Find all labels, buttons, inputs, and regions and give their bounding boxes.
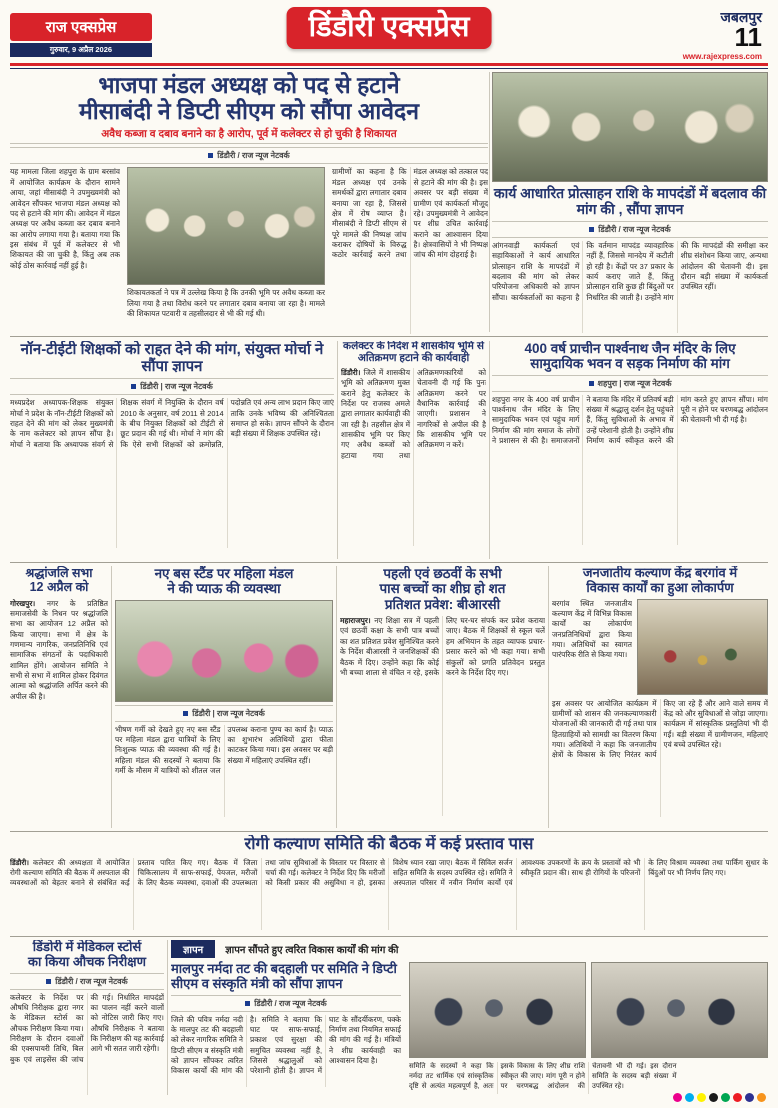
malpur-headline: मालपुर नर्मदा तट की बदहाली पर समिति ने डिप्टी सीएम व संस्कृति मंत्री को सौंपा ज्ञापन	[171, 961, 397, 991]
color-dot	[757, 1093, 766, 1102]
admission-headline	[340, 566, 545, 612]
incentive-photo	[492, 72, 768, 182]
color-dot	[721, 1093, 730, 1102]
color-dot	[709, 1093, 718, 1102]
column-divider	[489, 72, 490, 332]
incentive-body: आंगनवाड़ी कार्यकर्ता एवं सहायिकाओं ने कार्य आधारित प्रोत्साहन राशि के मापदंडों में बदलाव की मांग को लेकर परियोजना अधिकारी को ज्ञापन सौंपा। कार्यकर्ताओं का कहना है कि वर्तमान मापदंड व्यावहारिक नहीं हैं, जिससे मानदेय में कटौती हो रही है। केंद्रों पर 37 प्रकार के कार्य कराए जाते हैं, किंतु प्रोत्साहन राशि कुछ ही बिंदुओं पर निर्धारित की जाती है। उन्होंने मांग की कि मापदंडों की समीक्षा कर शीघ्र संशोधन किया जाए, अन्यथा आंदोलन की चेतावनी दी। इस दौरान बड़ी संख्या में कार्यकर्ता उपस्थित रहीं।	[492, 240, 768, 302]
column-divider	[111, 566, 112, 828]
tribute-body	[10, 599, 108, 811]
column-divider	[336, 566, 337, 828]
tribal-photo-row	[552, 599, 768, 695]
encroach-body-text: जिले में शासकीय भूमि को अतिक्रमण मुक्त कराने हेतु कलेक्टर के निर्देश पर राजस्व अमले द्वारा लगातार कार्यवाही की जा रही है। तहसील क्षेत्र में शासकीय भूमि पर किए गए अवैध कब्जों को हटाया गया तथा अतिक्रमणकारियों को चेतावनी दी गई कि पुनः अतिक्रमण करने पर वैधानिक कार्रवाई की जाएगी। प्रशासन ने नागरिकों से अपील की है कि शासकीय भूमि पर अतिक्रमण न करें।	[341, 367, 486, 460]
byline-text: डिंडौरी | राज न्यूज नेटवर्क	[140, 382, 213, 392]
malpur-body-below: समिति के सदस्यों ने कहा कि नर्मदा तट धार्मिक एवं सांस्कृतिक दृष्टि से अत्यंत महत्वपूर्ण है, अतः इसके विकास के लिए शीघ्र राशि स्वीकृत की जाए। मांग पूरी न होने पर चरणबद्ध आंदोलन की चेतावनी भी दी गई। इस दौरान समिति के सदस्य बड़ी संख्या में उपस्थित रहे।	[409, 1063, 677, 1090]
column-divider	[489, 341, 490, 559]
malpur-body: जिले की पवित्र नर्मदा नदी के मालपुर तट की बदहाली को लेकर नागरिक समिति ने डिप्टी सीएम व संस्कृति मंत्री को ज्ञापन सौंपकर त्वरित विकास कार्यों की मांग की है। समिति ने बताया कि घाट पर साफ-सफाई, प्रकाश एवं सुरक्षा की समुचित व्यवस्था नहीं है, जिससे श्रद्धालुओं को परेशानी होती है। ज्ञापन में घाट के सौंदर्यीकरण, पक्के निर्माण तथा नियमित सफाई की मांग की गई है। मंत्रियों ने शीघ्र कार्यवाही का आश्वासन दिया है।	[171, 1014, 401, 1076]
jain-byline	[492, 375, 768, 392]
column-divider	[337, 341, 338, 559]
column-divider	[167, 940, 168, 1095]
memo-label: ज्ञापन	[171, 940, 215, 958]
date-bar: गुरुवार, 9 अप्रैल 2026	[10, 43, 152, 57]
byline-square-icon	[183, 711, 188, 716]
edition-city: जबलपुर	[720, 9, 762, 25]
encroach-headline: कलेक्टर के निर्देश में शासकीय भूमि से अतिक्रमण हटाने की कार्यवाही	[343, 341, 484, 364]
brand-name: राज एक्सप्रेस	[45, 19, 117, 36]
dateline: डिंडौरी।	[341, 367, 361, 377]
lead-headline	[10, 72, 488, 124]
lead-body-col1: यह मामला जिला शहपुरा के ग्राम बरसांव में आयोजित कार्यक्रम के दौरान सामने आया, जहां मीसाबंदी ने उपमुख्यमंत्री को आवेदन सौंपकर भाजपा मंडल अध्यक्ष को पद से हटाने की मांग की। आवेदन में मंडल अध्यक्ष पर अवैध कब्जा कर दबाव बनाने का आरोप लगाया गया है। बताया गया कि इस संबंध में पूर्व में कलेक्टर से भी शिकायत की जा चुकी है, किंतु अब तक कोई ठोस कार्रवाई नहीं हुई है।	[10, 167, 120, 270]
malpur-photo-left	[409, 962, 586, 1058]
medical-headline-line2: का किया औचक निरीक्षण	[28, 953, 146, 969]
masthead-rule-red	[10, 63, 768, 66]
section-rule	[10, 831, 768, 832]
lead-byline	[10, 147, 488, 164]
malpur-kicker: ज्ञापन सौंपते हुए त्वरित विकास कार्यों की मांग की	[225, 945, 399, 956]
lead-subhead: अवैध कब्जा व दबाव बनाने का है आरोप, पूर्व में कलेक्टर से हो चुकी है शिकायत	[10, 124, 488, 144]
color-dot	[733, 1093, 742, 1102]
byline-text: डिंडौरी / राज न्यूज नेटवर्क	[598, 224, 671, 234]
rogi-kalyan-story	[10, 835, 768, 933]
dateline: गोरखपुर।	[10, 598, 36, 608]
color-registration-bar	[673, 1093, 766, 1102]
pyau-byline	[115, 705, 333, 722]
column-divider	[548, 566, 549, 828]
website-url: www.rajexpress.com	[682, 52, 762, 61]
nontet-byline	[10, 378, 334, 395]
tribal-body-side: बरगांव स्थित जनजातीय कल्याण केंद्र में विभिन्न विकास कार्यों का लोकार्पण जनप्रतिनिधियों द्वारा किया गया। अतिथियों का स्वागत पारंपरिक रीति से किया गया।	[552, 598, 632, 660]
pyau-body: भीषण गर्मी को देखते हुए नए बस स्टैंड पर महिला मंडल द्वारा यात्रियों के लिए निःशुल्क प्याऊ की व्यवस्था की गई है। महिला मंडल की सदस्यों ने बताया कि गर्मी के मौसम में यात्रियों को शीतल जल उपलब्ध कराना पुण्य का कार्य है। प्याऊ का शुभारंभ अतिथियों द्वारा फीता काटकर किया गया। इस अवसर पर बड़ी संख्या में महिलाएं उपस्थित रहीं।	[115, 724, 333, 776]
lead-body-col2: शिकायतकर्ता ने पत्र में उल्लेख किया है कि उनकी भूमि पर अवैध कब्जा कर लिया गया है तथा विरोध करने पर लगातार दबाव बनाया जा रहा है। मामले की शिकायत पटवारी व तहसीलदार से भी की गई थी।	[127, 288, 325, 319]
medical-headline	[10, 940, 164, 970]
byline-text: डिंडौरी / राज न्यूज नेटवर्क	[217, 151, 290, 161]
byline-text: डिंडौरी / राज न्यूज नेटवर्क	[55, 976, 128, 986]
admission-story	[340, 566, 545, 828]
nontet-headline: नॉन-टीईटी शिक्षकों को राहत देने की मांग, संयुक्त मोर्चा ने सौंपा ज्ञापन	[20, 341, 324, 376]
rogi-body	[10, 858, 768, 930]
medical-headline-line1: डिंडोरी में मेडिकल स्टोर्स	[32, 940, 142, 954]
encroachment-story	[341, 341, 486, 559]
admission-body-text: नए शिक्षा सत्र में पहली एवं छठवीं कक्षा के सभी पात्र बच्चों का शत प्रतिशत प्रवेश सुनिश्चित करने के निर्देश बीआरसी ने जनशिक्षकों की बैठक में दिए। उन्होंने कहा कि कोई भी बच्चा शाला से वंचित न रहे, इसके लिए घर-घर संपर्क कर प्रवेश कराया जाए। बैठक में शिक्षकों से स्कूल चलें हम अभियान के तहत व्यापक प्रचार-प्रसार करने को भी कहा गया। सभी संकुलों को प्रगति प्रतिवेदन प्रस्तुत करने के निर्देश दिए गए।	[340, 616, 545, 677]
tribute-headline	[10, 566, 108, 595]
color-dot	[745, 1093, 754, 1102]
malpur-photo-column	[409, 962, 768, 1094]
paper-title: डिंडौरी एक्सप्रेस	[287, 7, 492, 49]
malpur-main	[171, 962, 768, 1094]
color-dot	[685, 1093, 694, 1102]
jain-temple-story	[492, 341, 768, 559]
color-dot	[673, 1093, 682, 1102]
tribute-body-text: नगर के प्रतिष्ठित समाजसेवी के निधन पर श्रद्धांजलि सभा का आयोजन 12 अप्रैल को किया जाएगा। सभा में क्षेत्र के गणमान्य नागरिक, जनप्रतिनिधि एवं सामाजिक संगठनों के पदाधिकारी शामिल होंगे। आयोजन समिति ने सभी से सभा में शामिल होकर दिवंगत आत्मा को श्रद्धांजलि अर्पित करने की अपील की है।	[10, 598, 108, 701]
lead-headline-line1: भाजपा मंडल अध्यक्ष को पद से हटाने	[98, 72, 400, 98]
pyau-headline-line1: नए बस स्टैंड पर महिला मंडल	[154, 566, 294, 581]
byline-text: डिंडौरी | राज न्यूज नेटवर्क	[192, 708, 265, 718]
encroach-body	[341, 368, 486, 546]
pyau-story	[115, 566, 333, 828]
byline-text: शहपुरा | राज न्यूज नेटवर्क	[597, 378, 672, 388]
admission-headline-line2: पास बच्चों का शीघ्र हो शत	[379, 581, 506, 597]
masthead-rule-dark	[10, 68, 768, 69]
nontet-story	[10, 341, 334, 559]
byline-square-icon	[46, 979, 51, 984]
incentive-headline: कार्य आधारित प्रोत्साहन राशि के मापदंडों में बदलाव की मांग की , सौंपा ज्ञापन	[493, 185, 767, 217]
malpur-text-column	[171, 962, 401, 1094]
incentive-byline	[492, 221, 768, 238]
pyau-photo	[115, 600, 333, 702]
tribal-welfare-story	[552, 566, 768, 828]
section-rule	[10, 562, 768, 563]
dateline: महाराजपुर।	[340, 616, 371, 626]
pyau-headline-line2: ने की प्याऊ की व्यवस्था	[167, 581, 281, 597]
tribute-headline-line1: श्रद्धांजलि सभा	[25, 566, 93, 580]
rogi-body-text: कलेक्टर की अध्यक्षता में आयोजित रोगी कल्याण समिति की बैठक में अस्पताल की व्यवस्थाओं को बेहतर बनाने से संबंधित कई प्रस्ताव पारित किए गए। बैठक में जिला चिकित्सालय में साफ-सफाई, पेयजल, मरीजों के लिए बैठक व्यवस्था, दवाओं की उपलब्धता तथा जांच सुविधाओं के विस्तार पर विस्तार से चर्चा की गई। कलेक्टर ने निर्देश दिए कि मरीजों को किसी प्रकार की असुविधा न हो, इसका विशेष ध्यान रखा जाए। बैठक में सिविल सर्जन सहित समिति के सदस्य उपस्थित रहे। समिति ने अस्पताल परिसर में नवीन निर्माण कार्यों एवं आवश्यक उपकरणों के क्रय के प्रस्तावों को भी स्वीकृति प्रदान की। साथ ही रोगियों के परिजनों के लिए विश्राम व्यवस्था तथा पार्किंग सुधार के बिंदुओं पर भी निर्णय लिए गए।	[10, 857, 768, 887]
byline-square-icon	[589, 227, 594, 232]
tribal-headline-line2: विकास कार्यों का हुआ लोकार्पण	[586, 579, 734, 595]
jain-headline	[492, 341, 768, 372]
malpur-byline	[171, 995, 401, 1012]
tribal-photo	[637, 599, 768, 695]
byline-square-icon	[208, 153, 213, 158]
medical-stores-story	[10, 940, 164, 1098]
tribal-headline	[552, 566, 768, 596]
byline-square-icon	[245, 1001, 250, 1006]
byline-text: डिंडौरी / राज न्यूज नेटवर्क	[254, 998, 327, 1008]
page-number: 11	[734, 22, 762, 52]
malpur-photos	[409, 962, 768, 1058]
jain-body: शहपुरा नगर के 400 वर्ष प्राचीन पार्श्वनाथ जैन मंदिर के लिए सामुदायिक भवन एवं पहुंच मार्ग निर्माण की मांग समाज के लोगों ने प्रशासन से की है। समाजजनों ने बताया कि मंदिर में प्रतिवर्ष बड़ी संख्या में श्रद्धालु दर्शन हेतु पहुंचते हैं, किंतु सुविधाओं के अभाव में उन्हें परेशानी होती है। उन्होंने शीघ्र निर्माण कार्य स्वीकृत करने की मांग करते हुए ज्ञापन सौंपा। मांग पूरी न होने पर चरणबद्ध आंदोलन की चेतावनी भी दी गई है।	[492, 394, 768, 446]
rogi-headline: रोगी कल्याण समिति की बैठक में कई प्रस्ताव पास	[244, 835, 534, 853]
lead-body-columns	[10, 167, 488, 334]
lead-headline-line2: मीसाबंदी ने डिप्टी सीएम को सौंपा आवेदन	[78, 98, 420, 125]
color-dot	[697, 1093, 706, 1102]
medical-byline	[10, 973, 164, 990]
tribal-headline-line1: जनजातीय कल्याण केंद्र बरगांव में	[582, 566, 738, 580]
pyau-headline	[115, 566, 333, 597]
tribal-body: इस अवसर पर आयोजित कार्यक्रम में ग्रामीणों को शासन की जनकल्याणकारी योजनाओं की जानकारी दी गई तथा पात्र हितग्राहियों को सामग्री का वितरण किया गया। अतिथियों ने कहा कि जनजातीय क्षेत्रों के विकास के लिए निरंतर कार्य किए जा रहे हैं और आने वाले समय में केंद्र को और सुविधाओं से जोड़ा जाएगा। कार्यक्रम में सांस्कृतिक प्रस्तुतियां भी दी गईं। बड़ी संख्या में ग्रामीणजन, महिलाएं एवं बच्चे उपस्थित रहे।	[552, 698, 768, 760]
jain-headline-line2: सामुदायिक भवन व सड़क निर्माण की मांग	[530, 356, 730, 372]
byline-square-icon	[589, 381, 594, 386]
section-rule	[10, 336, 768, 337]
lead-story	[10, 72, 488, 334]
dateline: डिंडौरी।	[10, 857, 29, 867]
lead-body-col3: ग्रामीणों का कहना है कि मंडल अध्यक्ष एवं उनके समर्थकों द्वारा लगातार दबाव बनाया जा रहा है, जिससे क्षेत्र में रोष व्याप्त है। मीसाबंदी ने डिप्टी सीएम से पूरे मामले की निष्पक्ष जांच कराकर दोषियों के विरुद्ध कठोर कार्रवाई करने तथा मंडल अध्यक्ष को तत्काल पद से हटाने की मांग की है। इस अवसर पर बड़ी संख्या में ग्रामीण एवं कार्यकर्ता मौजूद रहे। उपमुख्यमंत्री ने आवेदन पर शीघ्र उचित कार्रवाई कराने का आश्वासन दिया है। क्षेत्रवासियों ने भी निष्पक्ष जांच की मांग दोहराई है।	[332, 167, 488, 260]
admission-body	[340, 616, 545, 816]
lead-photo-column	[127, 167, 325, 334]
incentive-story	[492, 72, 768, 334]
tribute-story	[10, 566, 108, 828]
jain-headline-line1: 400 वर्ष प्राचीन पार्श्वनाथ जैन मंदिर के लिए	[524, 341, 736, 356]
tribute-headline-line2: 12 अप्रैल को	[29, 580, 89, 595]
admission-headline-line1: पहली एवं छठवीं के सभी	[383, 566, 502, 581]
lead-photo	[127, 167, 325, 285]
brand-logo	[10, 13, 152, 41]
malpur-story	[171, 940, 768, 1098]
section-rule	[10, 936, 768, 937]
nontet-body: मध्यप्रदेश अध्यापक-शिक्षक संयुक्त मोर्चा ने प्रदेश के नॉन-टीईटी शिक्षकों को राहत देने की मांग को लेकर मुख्यमंत्री के नाम कलेक्टर को ज्ञापन सौंपा है। मोर्चा ने बताया कि अध्यापक संवर्ग से शिक्षक संवर्ग में नियुक्ति के दौरान वर्ष 2010 के अनुसार, वर्ष 2011 से 2014 के बीच नियुक्त शिक्षकों को टीईटी से छूट प्रदान की गई थी। मोर्चा ने मांग की कि ऐसे सभी शिक्षकों को क्रमोन्नति, पदोन्नति एवं अन्य लाभ प्रदान किए जाएं ताकि उनके भविष्य की अनिश्चितता समाप्त हो सके। ज्ञापन सौंपने के दौरान बड़ी संख्या में शिक्षक उपस्थित रहे।	[10, 398, 334, 449]
admission-headline-line3: प्रतिशत प्रवेश: बीआरसी	[384, 596, 501, 612]
byline-square-icon	[131, 384, 136, 389]
malpur-kicker-row	[171, 940, 768, 958]
malpur-photo-right	[591, 962, 768, 1058]
medical-body: कलेक्टर के निर्देश पर औषधि निरीक्षक द्वारा नगर के मेडिकल स्टोर्स का औचक निरीक्षण किया गया। निरीक्षण के दौरान दवाओं की एक्सपायरी तिथि, बिल बुक एवं लाइसेंस की जांच की गई। निर्धारित मापदंडों का पालन नहीं करने वालों को नोटिस जारी किए गए। औषधि निरीक्षक ने बताया कि निरीक्षण की यह कार्रवाई आगे भी सतत जारी रहेगी।	[10, 992, 164, 1064]
